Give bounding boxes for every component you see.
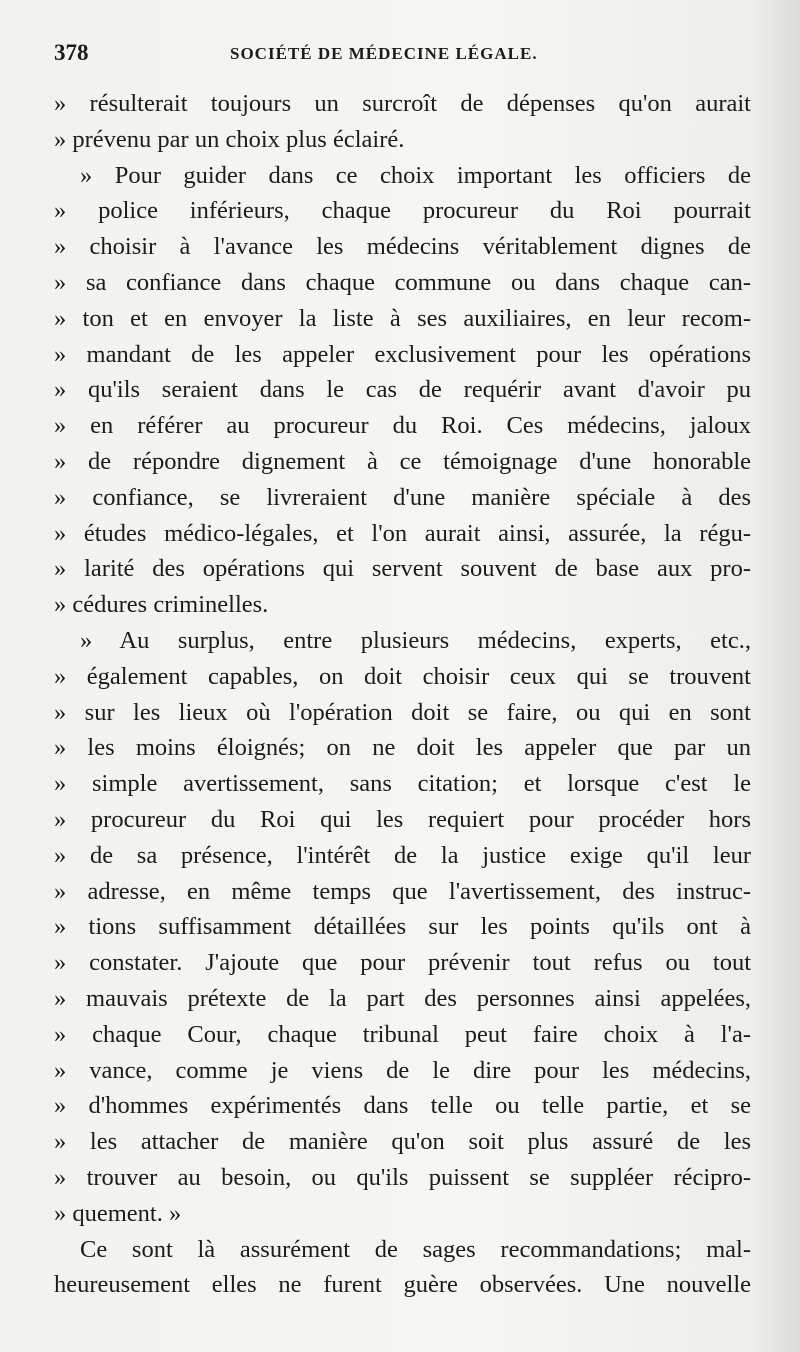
text-line: » les attacher de manière qu'on soit plus assuré de les [54,1128,751,1156]
text-line: » mauvais prétexte de la part des personnes ainsi appelées, [54,984,751,1012]
text-line: » police inférieurs, chaque procureur du Roi pourrait [54,197,751,225]
text-line: » études médico-légales, et l'on aurait ainsi, assurée, la régu- [54,519,751,547]
text-line: Ce sont là assurément de sages recommandations; mal- [80,1235,751,1263]
text-line: » mandant de les appeler exclusivement pour les opérations [54,340,751,368]
page-number: 378 [54,40,89,65]
text-line: » chaque Cour, chaque tribunal peut faire choix à l'a- [54,1020,751,1048]
running-title: SOCIÉTÉ DE MÉDECINE LÉGALE. [230,44,538,63]
text-line: » quement. » [54,1199,182,1227]
text-line: » constater. J'ajoute que pour prévenir tout refus ou tout [54,949,751,977]
text-line: » larité des opérations qui servent souvent de base aux pro- [54,555,751,583]
text-line: » simple avertissement, sans citation; et lorsque c'est le [54,770,751,798]
text-line: » sa confiance dans chaque commune ou dans chaque can- [54,268,751,296]
page-edge-shadow [754,0,800,1352]
text-line: » Pour guider dans ce choix important les officiers de [80,161,751,189]
text-line: heureusement elles ne furent guère observées. Une nouvelle [54,1271,751,1299]
text-line: » adresse, en même temps que l'avertissement, des instruc- [54,877,751,905]
text-line: » les moins éloignés; on ne doit les appeler que par un [54,734,751,762]
text-line: » prévenu par un choix plus éclairé. [54,125,405,153]
text-line: » de répondre dignement à ce témoignage d'une honorable [54,447,751,475]
text-line: » procureur du Roi qui les requiert pour procéder hors [54,805,751,833]
text-line: » cédures criminelles. [54,591,269,619]
text-line: » sur les lieux où l'opération doit se faire, ou qui en sont [54,698,751,726]
text-line: » en référer au procureur du Roi. Ces médecins, jaloux [54,412,751,440]
text-line: » vance, comme je viens de le dire pour les médecins, [54,1056,751,1084]
page-header [50,40,770,74]
text-line: » qu'ils seraient dans le cas de requérir avant d'avoir pu [54,376,751,404]
text-line: » résulterait toujours un surcroît de dépenses qu'on aurait [54,90,751,117]
body-text [54,86,751,1303]
text-line: » tions suffisamment détaillées sur les points qu'ils ont à [54,913,751,941]
text-line: » d'hommes expérimentés dans telle ou telle partie, et se [54,1092,751,1120]
text-line: » ton et en envoyer la liste à ses auxiliaires, en leur recom- [54,304,751,332]
text-line: » également capables, on doit choisir ceux qui se trouvent [54,662,751,690]
text-line: » choisir à l'avance les médecins véritablement dignes de [54,233,751,261]
text-line: » trouver au besoin, ou qu'ils puissent se suppléer récipro- [54,1163,751,1191]
text-line: » Au surplus, entre plusieurs médecins, experts, etc., [80,626,751,654]
text-line: » confiance, se livreraient d'une manière spéciale à des [54,483,751,511]
text-line: » de sa présence, l'intérêt de la justice exige qu'il leur [54,841,751,869]
